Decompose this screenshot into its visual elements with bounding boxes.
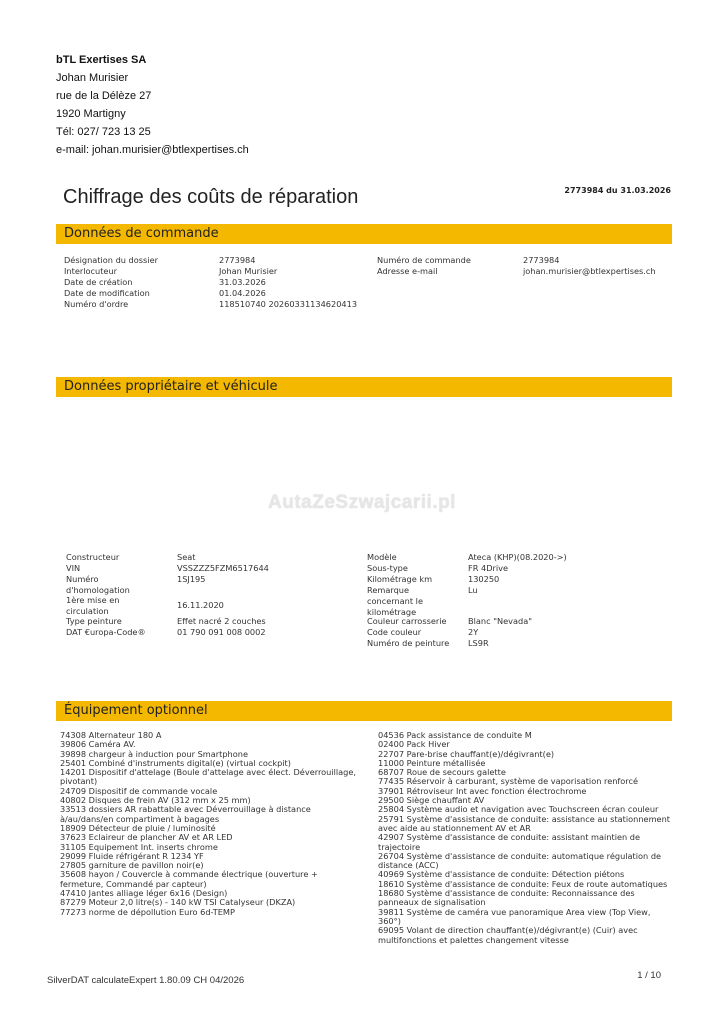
order-row xyxy=(64,277,364,288)
vehicle-row xyxy=(66,552,356,563)
field-value: Lu xyxy=(468,585,478,595)
equipment-item: 27805 garniture de pavillon noir(e) xyxy=(60,860,204,871)
order-details-left xyxy=(64,255,364,310)
footer-software: SilverDAT calculateExpert 1.80.09 CH 04/2026 xyxy=(47,975,245,986)
field-label: Numéro de commande xyxy=(377,255,471,265)
equipment-item: 40969 Système d'assistance de conduite: Détection piétons xyxy=(378,869,625,880)
order-row xyxy=(64,255,364,266)
vehicle-row xyxy=(367,638,672,649)
equipment-item: 11000 Peinture métallisée xyxy=(378,757,486,768)
equipment-item: 77435 Réservoir à carburant, système de vaporisation renforcé xyxy=(378,776,639,787)
company-contact: Johan Murisier xyxy=(56,72,129,84)
vehicle-details-right xyxy=(367,552,672,649)
equipment-item: 39811 Système de caméra vue panoramique Area view (Top View, 360°) xyxy=(378,906,651,926)
vehicle-row xyxy=(66,574,356,595)
equipment-item: 68707 Roue de secours galette xyxy=(378,767,506,778)
field-value: 2773984 xyxy=(523,255,560,265)
field-label: Code couleur xyxy=(367,627,422,637)
equipment-item: 18909 Détecteur de pluie / luminosité xyxy=(60,822,216,833)
equipment-item: 74308 Alternateur 180 A xyxy=(60,730,162,740)
company-email: e-mail: johan.murisier@btlexpertises.ch xyxy=(56,144,249,156)
vehicle-row xyxy=(367,552,672,563)
field-value: Seat xyxy=(177,552,196,562)
order-row xyxy=(377,266,672,277)
company-street: rue de la Délèze 27 xyxy=(56,90,152,102)
field-label: Remarque concernant le kilométrage xyxy=(367,585,423,617)
field-label: Interlocuteur xyxy=(64,266,117,276)
vehicle-row xyxy=(367,563,672,574)
field-value: 2Y xyxy=(468,627,479,637)
field-label: Numéro d'homologation xyxy=(66,574,130,595)
order-details-right xyxy=(377,255,672,277)
company-address-block xyxy=(56,51,249,159)
equipment-item: 39806 Caméra AV. xyxy=(60,739,136,750)
vehicle-row xyxy=(66,616,356,627)
field-label: 1ère mise en circulation xyxy=(66,595,120,616)
equipment-item: 14201 Dispositif d'attelage (Boule d'attelage avec élect. Déverrouillage, pivotant) xyxy=(60,767,357,787)
equipment-item: 29099 Fluide réfrigérant R 1234 YF xyxy=(60,850,204,861)
field-value: Ateca (KHP)(08.2020->) xyxy=(468,552,567,562)
equipment-item: 25804 Système audio et navigation avec Touchscreen écran couleur xyxy=(378,804,659,815)
field-label: Sous-type xyxy=(367,563,408,573)
field-value: 31.03.2026 xyxy=(219,277,266,287)
equipment-list-right xyxy=(378,731,672,945)
field-label: Date de création xyxy=(64,277,133,287)
field-label: Constructeur xyxy=(66,552,120,562)
document-reference: 2773984 du 31.03.2026 xyxy=(564,186,671,195)
field-value: johan.murisier@btlexpertises.ch xyxy=(523,266,656,276)
equipment-item: 04536 Pack assistance de conduite M xyxy=(378,730,532,740)
field-label: Kilométrage km xyxy=(367,574,433,584)
field-value: Blanc "Nevada" xyxy=(468,616,532,626)
equipment-item: 25401 Combiné d'instruments digital(e) (virtual cockpit) xyxy=(60,757,291,768)
field-value: 1SJ195 xyxy=(177,574,206,584)
field-label: Couleur carrosserie xyxy=(367,616,447,626)
vehicle-row xyxy=(367,627,672,638)
order-row xyxy=(64,266,364,277)
field-label: Modèle xyxy=(367,552,397,562)
page-number: 1 / 10 xyxy=(637,970,661,981)
field-value: FR 4Drive xyxy=(468,563,509,573)
field-label: Numéro de peinture xyxy=(367,638,450,648)
equipment-item: 40802 Disques de frein AV (312 mm x 25 mm) xyxy=(60,795,251,806)
vehicle-row xyxy=(66,563,356,574)
field-value: 01 790 091 008 0002 xyxy=(177,627,266,637)
equipment-item: 29500 Siège chauffant AV xyxy=(378,795,485,806)
equipment-item: 77273 norme de dépollution Euro 6d-TEMP xyxy=(60,906,235,917)
field-value: LS9R xyxy=(468,638,489,648)
order-row xyxy=(64,288,364,299)
field-label: Désignation du dossier xyxy=(64,255,158,265)
section-header-order: Données de commande xyxy=(56,224,672,244)
order-row xyxy=(64,299,364,310)
watermark-text: AutaZeSzwajcarii.pl xyxy=(268,492,456,513)
company-city: 1920 Martigny xyxy=(56,108,126,120)
field-label: VIN xyxy=(66,563,81,573)
equipment-item: 47410 Jantes alliage léger 6x16 (Design) xyxy=(60,888,228,899)
equipment-item: 87279 Moteur 2,0 litre(s) - 140 kW TSI Catalyseur (DKZA) xyxy=(60,897,296,908)
document-title: Chiffrage des coûts de réparation xyxy=(63,186,359,208)
field-value: Johan Murisier xyxy=(219,266,278,276)
equipment-item: 22707 Pare-brise chauffant(e)/dégivrant(e) xyxy=(378,748,555,759)
field-value: 118510740 20260331134620413 xyxy=(219,299,358,309)
company-phone: Tél: 027/ 723 13 25 xyxy=(56,126,151,138)
field-value: Effet nacré 2 couches xyxy=(177,616,266,626)
equipment-item: 24709 Dispositif de commande vocale xyxy=(60,785,218,796)
equipment-item: 18680 Système d'assistance de conduite: Reconnaissance des panneaux de signalisation xyxy=(378,888,635,908)
field-value: VSSZZZ5FZM6517644 xyxy=(177,563,269,573)
equipment-item: 26704 Système d'assistance de conduite: automatique régulation de distance (ACC) xyxy=(378,850,662,871)
field-label: Numéro d'ordre xyxy=(64,299,129,309)
equipment-item: 18610 Système d'assistance de conduite: Feux de route automatiques xyxy=(378,878,668,889)
vehicle-row xyxy=(367,616,672,627)
equipment-item: 69095 Volant de direction chauffant(e)/dégivrant(e) (Cuir) avec multifonctions et palettes changement vitesse xyxy=(378,925,638,945)
equipment-item: 02400 Pack Hiver xyxy=(378,739,450,750)
equipment-item: 39898 chargeur à induction pour Smartphone xyxy=(60,748,248,759)
field-value: 2773984 xyxy=(219,255,256,265)
field-label: Type peinture xyxy=(66,616,122,626)
field-value: 130250 xyxy=(468,574,500,584)
equipment-item: 37623 Eclaireur de plancher AV et AR LED xyxy=(60,832,233,843)
field-label: Date de modification xyxy=(64,288,150,298)
field-label: Adresse e-mail xyxy=(377,266,438,276)
vehicle-row xyxy=(66,627,356,638)
equipment-item: 31105 Equipement Int. inserts chrome xyxy=(60,841,218,852)
field-value: 16.11.2020 xyxy=(177,600,224,610)
equipment-item: 33513 dossiers AR rabattable avec Déverrouillage à distance à/au/dans/en compartiment à bagages xyxy=(60,804,311,824)
vehicle-row xyxy=(367,585,672,616)
equipment-item: 25791 Système d'assistance de conduite: assistance au stationnement avec aide au stationnement AV et AR xyxy=(378,813,670,833)
field-label: DAT €uropa-Code® xyxy=(66,627,146,637)
equipment-item: 37901 Rétroviseur Int avec fonction électrochrome xyxy=(378,785,587,796)
section-header-vehicle: Données propriétaire et véhicule xyxy=(56,377,672,397)
equipment-list-left xyxy=(60,731,362,917)
order-row xyxy=(377,255,672,266)
vehicle-details-left xyxy=(66,552,356,638)
vehicle-row xyxy=(66,595,356,616)
equipment-item: 42907 Système d'assistance de conduite: assistant maintien de trajectoire xyxy=(378,832,641,852)
company-name: bTL Exertises SA xyxy=(56,54,147,66)
vehicle-row xyxy=(367,574,672,585)
section-header-equipment: Équipement optionnel xyxy=(56,701,672,721)
field-value: 01.04.2026 xyxy=(219,288,266,298)
equipment-item: 35608 hayon / Couvercle à commande électrique (ouverture + fermeture, Commandé par capteur) xyxy=(60,869,318,889)
